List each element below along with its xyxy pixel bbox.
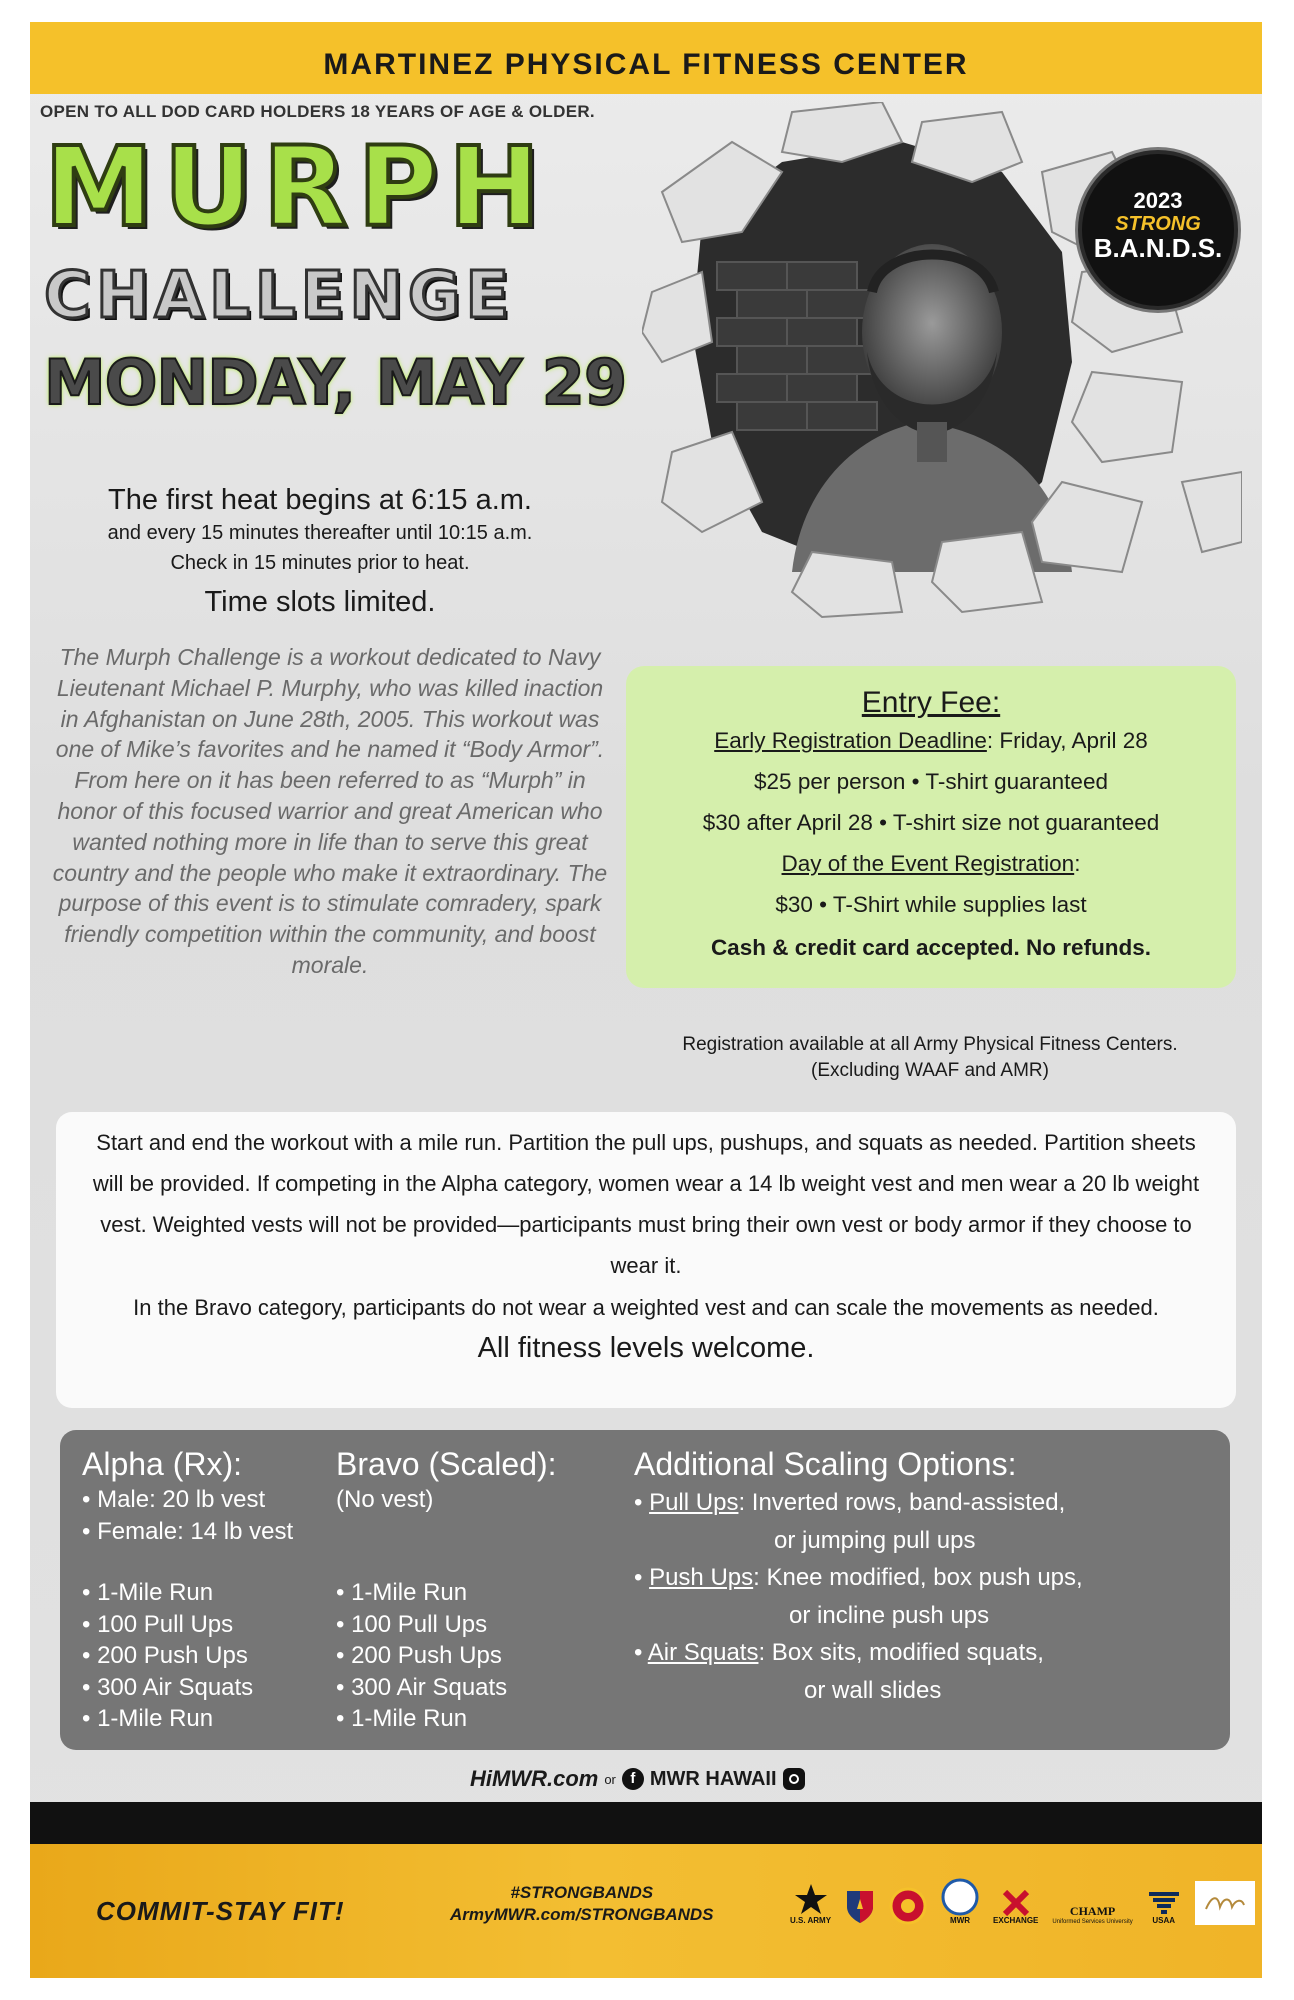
sponsor-logos xyxy=(790,1878,1255,1925)
registration-note xyxy=(610,1032,1250,1084)
footer-bar xyxy=(30,1844,1262,1978)
registration-line1: Registration available at all Army Physical Fitness Centers. xyxy=(682,1034,1178,1055)
center-name: MARTINEZ PHYSICAL FITNESS CENTER xyxy=(323,48,969,81)
rules-paragraph-1: Start and end the workout with a mile run. Partition the pull ups, pushups, and squats as needed. Partition sheets will be provided. If competing in the Alpha category, women wear a 14 lb weight vest and men wear a 20 lb weight vest. Weighted vests will not be provided—participants must bring their own vest or body armor if they choose to wear it. xyxy=(92,1130,1200,1278)
strongbands-url[interactable]: ArmyMWR.com/STRONGBANDS xyxy=(450,1905,714,1924)
scaling-cont: or incline push ups xyxy=(789,1601,990,1629)
alpha-workout-item: • 100 Pull Ups xyxy=(82,1610,234,1638)
eligibility-notice: OPEN TO ALL DOD CARD HOLDERS 18 YEARS OF AGE & OLDER. xyxy=(40,102,595,121)
scaling-text: : Inverted rows, band-assisted, xyxy=(738,1489,1066,1516)
check-in-note: Check in 15 minutes prior to heat. xyxy=(170,552,470,574)
payment-policy: Cash & credit card accepted. No refunds. xyxy=(710,935,1152,960)
workout-rules-box xyxy=(56,1112,1236,1408)
header-bar xyxy=(30,22,1262,94)
early-label: Early Registration Deadline xyxy=(714,728,987,753)
heat-interval: and every 15 minutes thereafter until 10:15 a.m. xyxy=(107,522,533,544)
bravo-workout-item: • 1-Mile Run xyxy=(336,1705,468,1732)
scaling-name: Pull Ups xyxy=(649,1489,739,1516)
bravo-column xyxy=(336,1444,557,1735)
amity-logo xyxy=(1195,1881,1255,1925)
installation-crest-logo xyxy=(889,1887,927,1925)
instagram-icon[interactable] xyxy=(783,1768,805,1790)
bravo-workout-item: • 200 Push Ups xyxy=(336,1642,502,1669)
alpha-column xyxy=(82,1444,293,1735)
day-suffix: : xyxy=(1074,851,1081,876)
scaling-name: Push Ups xyxy=(649,1564,754,1591)
mwr-icon xyxy=(941,1878,979,1916)
heat-schedule xyxy=(50,482,590,622)
scaling-item-push-ups: • Push Ups: Knee modified, box push ups, xyxy=(634,1564,1083,1591)
bravo-workout-item: • 300 Air Squats xyxy=(336,1673,508,1701)
late-price: $30 after April 28 • T-shirt size not guaranteed xyxy=(702,810,1160,835)
shield-logo xyxy=(845,1889,875,1925)
event-date: MONDAY, MAY 29 xyxy=(44,346,627,419)
entry-fee-box xyxy=(626,666,1236,988)
day-price: $30 • T-Shirt while supplies last xyxy=(775,892,1087,917)
scaling-name: Air Squats xyxy=(647,1639,759,1666)
title-challenge: CHALLENGE xyxy=(44,259,515,333)
bravo-heading: Bravo (Scaled): xyxy=(336,1446,557,1482)
footer-divider xyxy=(30,1802,1262,1844)
registration-line2: (Excluding WAAF and AMR) xyxy=(811,1060,1049,1081)
star-icon xyxy=(794,1882,828,1916)
rules-paragraph-2: In the Bravo category, participants do not wear a weighted vest and can scale the movements as needed. xyxy=(133,1295,1159,1320)
footer-motto: COMMIT-STAY FIT! xyxy=(96,1896,345,1926)
badge-bands: B.A.N.D.S. xyxy=(1093,233,1223,263)
early-date: : Friday, April 28 xyxy=(986,728,1148,753)
bravo-vest-note: (No vest) xyxy=(336,1486,434,1513)
scaling-text: : Box sits, modified squats, xyxy=(758,1639,1044,1666)
all-levels-welcome: All fitness levels welcome. xyxy=(477,1332,815,1364)
alpha-workout-item: • 300 Air Squats xyxy=(82,1673,254,1701)
social-links xyxy=(470,1766,805,1792)
facebook-page[interactable]: MWR HAWAII xyxy=(649,1767,777,1790)
scaling-column xyxy=(634,1444,1083,1709)
scaling-cont: or wall slides xyxy=(804,1676,942,1704)
badge-strong: STRONG xyxy=(1115,213,1201,235)
strong-bands-badge xyxy=(1078,150,1238,310)
champ-logo: CHAMP Uniformed Services University xyxy=(1052,1904,1133,1925)
bravo-workout-item: • 1-Mile Run xyxy=(336,1579,468,1606)
facebook-icon[interactable]: f xyxy=(622,1768,644,1790)
scaling-text: : Knee modified, box push ups, xyxy=(753,1564,1083,1591)
scaling-cont: or jumping pull ups xyxy=(774,1526,976,1554)
early-deadline xyxy=(626,720,1236,761)
workout-options-panel xyxy=(60,1430,1230,1750)
alpha-workout-item: • 200 Push Ups xyxy=(82,1642,248,1669)
day-label: Day of the Event Registration xyxy=(781,851,1075,876)
event-poster xyxy=(30,22,1262,1978)
shield-icon xyxy=(845,1889,875,1925)
amity-script-icon xyxy=(1202,1891,1248,1915)
day-of-registration xyxy=(626,843,1236,884)
scaling-item-pull-ups: • Pull Ups: Inverted rows, band-assisted, xyxy=(634,1489,1066,1516)
usaa-logo: USAA xyxy=(1147,1890,1181,1925)
alpha-heading: Alpha (Rx): xyxy=(82,1446,243,1482)
scaling-item-air-squats: • Air Squats: Box sits, modified squats, xyxy=(634,1639,1044,1666)
first-heat-time: The first heat begins at 6:15 a.m. xyxy=(108,484,532,516)
event-story: The Murph Challenge is a workout dedicated to Navy Lieutenant Michael P. Murphy, who was killed inaction in Afghanistan on June 28th, 2005. This workout was one of Mike’s favorites and he named it “Body Armor”. From here on it has been referred to as “Murph” in honor of this focused warrior and great American who wanted nothing more in life than to serve this great country and the people who make it extraordinary. The purpose of this event is to stimulate comradery, spark friendly competition within the community, and boost morale. xyxy=(52,644,608,978)
badge-year: 2023 xyxy=(1133,188,1183,213)
title-murph: MURPH xyxy=(44,123,551,251)
fee-title: Entry Fee: xyxy=(861,686,1001,719)
alpha-workout-item: • 1-Mile Run xyxy=(82,1705,214,1732)
x-icon xyxy=(1001,1890,1031,1916)
or-separator: or xyxy=(604,1771,616,1787)
crest-icon xyxy=(889,1887,927,1925)
alpha-workout-item: • 1-Mile Run xyxy=(82,1579,214,1606)
alpha-vest-female: • Female: 14 lb vest xyxy=(82,1517,294,1545)
scaling-heading: Additional Scaling Options: xyxy=(634,1446,1017,1482)
eagle-icon xyxy=(1147,1890,1181,1916)
website-link[interactable]: HiMWR.com xyxy=(470,1766,599,1791)
exchange-logo: EXCHANGE xyxy=(993,1890,1038,1925)
footer-tags xyxy=(450,1882,714,1926)
alpha-vest-male: • Male: 20 lb vest xyxy=(82,1486,266,1513)
bravo-workout-item: • 100 Pull Ups xyxy=(336,1610,488,1638)
hashtag: #STRONGBANDS xyxy=(510,1883,654,1902)
mwr-logo: MWR xyxy=(941,1878,979,1925)
us-army-logo: U.S. ARMY xyxy=(790,1882,831,1925)
brick-wall xyxy=(717,262,877,430)
early-price: $25 per person • T-shirt guaranteed xyxy=(754,769,1108,794)
slots-limited: Time slots limited. xyxy=(204,586,436,618)
